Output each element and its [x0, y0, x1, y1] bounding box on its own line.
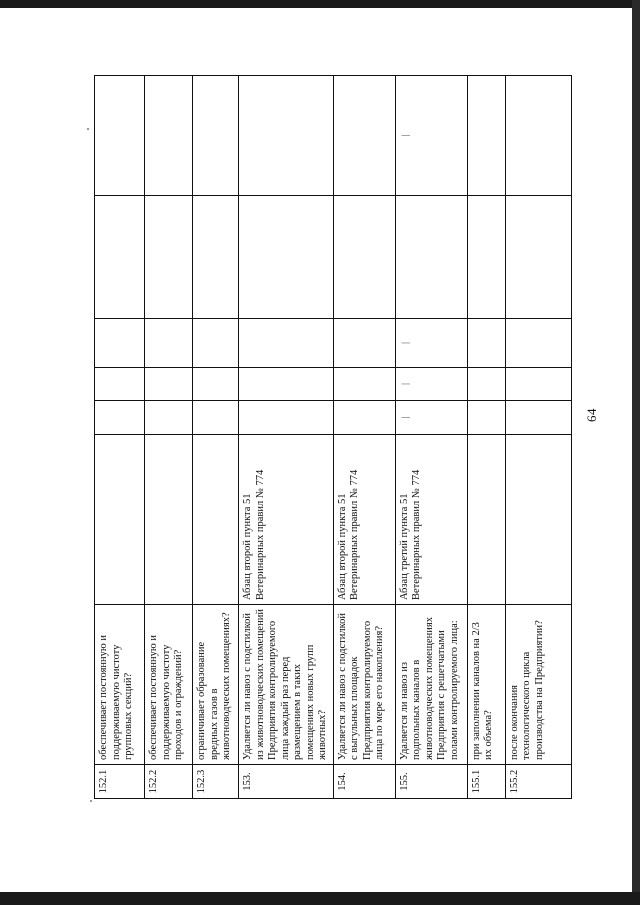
row-number: 152.2 — [145, 765, 193, 799]
table-row — [95, 76, 145, 799]
comment-cell[interactable] — [467, 196, 505, 319]
question-text: после окончания технологического цикла производства на Предприятии? — [505, 605, 571, 765]
note-cell[interactable] — [467, 76, 505, 196]
table-row — [505, 76, 571, 799]
answer-no-cell[interactable] — [239, 368, 334, 401]
note-cell[interactable] — [505, 76, 571, 196]
answer-no-cell[interactable]: | — [395, 368, 467, 401]
page-number: 64 — [584, 408, 599, 422]
scan-edge-right — [632, 0, 640, 905]
reference-text — [505, 435, 571, 605]
row-number: 155. — [395, 765, 467, 799]
scan-edge-bottom — [0, 892, 640, 905]
row-number: 155.2 — [505, 765, 571, 799]
checklist-table — [94, 75, 572, 799]
answer-na-cell[interactable] — [333, 319, 395, 368]
table-row — [333, 76, 395, 799]
answer-na-cell[interactable] — [239, 319, 334, 368]
answer-na-cell[interactable] — [95, 319, 145, 368]
comment-cell[interactable] — [505, 196, 571, 319]
reference-text: Абзац второй пункта 51 Ветеринарных правил № 774 — [239, 435, 334, 605]
reference-text — [145, 435, 193, 605]
question-text: ограничивает образование вредных газов в животноводческих помещениях? — [193, 605, 239, 765]
note-cell[interactable]: | — [395, 76, 467, 196]
scan-edge-top — [0, 0, 640, 8]
note-cell[interactable] — [333, 76, 395, 196]
row-number: 155.1 — [467, 765, 505, 799]
reference-text — [467, 435, 505, 605]
checklist-page — [94, 76, 570, 799]
question-text: Удаляется ли навоз с подстилкой с выгульных площадок Предприятия контролируемого лица по мере его накопления? — [333, 605, 395, 765]
answer-no-cell[interactable] — [145, 368, 193, 401]
question-text: Удаляется ли навоз с подстилкой из животноводческих помещений Предприятия контролируемого лица каждый раз перед размещением в таких помещениях новых групп животных? — [239, 605, 334, 765]
question-text: обеспечивает постоянную и поддерживаемую чистоту проходов и ограждений? — [145, 605, 193, 765]
reference-text — [193, 435, 239, 605]
answer-no-cell[interactable] — [193, 368, 239, 401]
question-text: при заполнении каналов на 2/3 их объема? — [467, 605, 505, 765]
comment-cell[interactable] — [239, 196, 334, 319]
answer-na-cell[interactable] — [193, 319, 239, 368]
scan-speck — [90, 800, 92, 802]
comment-cell[interactable] — [333, 196, 395, 319]
answer-na-cell[interactable] — [467, 319, 505, 368]
answer-yes-cell[interactable] — [467, 401, 505, 435]
answer-yes-cell[interactable] — [239, 401, 334, 435]
answer-na-cell[interactable] — [505, 319, 571, 368]
note-cell[interactable] — [95, 76, 145, 196]
table-row — [193, 76, 239, 799]
reference-text: Абзац второй пункта 51 Ветеринарных правил № 774 — [333, 435, 395, 605]
table-row — [395, 76, 467, 799]
comment-cell[interactable] — [395, 196, 467, 319]
table-row — [145, 76, 193, 799]
note-cell[interactable] — [193, 76, 239, 196]
answer-yes-cell[interactable]: | — [395, 401, 467, 435]
reference-text — [95, 435, 145, 605]
row-number: 153. — [239, 765, 334, 799]
table-row — [239, 76, 334, 799]
answer-na-cell[interactable]: | — [395, 319, 467, 368]
note-cell[interactable] — [145, 76, 193, 196]
note-cell[interactable] — [239, 76, 334, 196]
answer-na-cell[interactable] — [145, 319, 193, 368]
answer-yes-cell[interactable] — [505, 401, 571, 435]
answer-no-cell[interactable] — [333, 368, 395, 401]
question-text: Удаляется ли навоз из подпольных каналов в животноводческих помещениях Предприятия с решетчатыми полами контролируемого лица: — [395, 605, 467, 765]
row-number: 154. — [333, 765, 395, 799]
comment-cell[interactable] — [95, 196, 145, 319]
answer-yes-cell[interactable] — [95, 401, 145, 435]
answer-no-cell[interactable] — [505, 368, 571, 401]
row-number: 152.1 — [95, 765, 145, 799]
table-row — [467, 76, 505, 799]
comment-cell[interactable] — [193, 196, 239, 319]
answer-yes-cell[interactable] — [193, 401, 239, 435]
answer-no-cell[interactable] — [467, 368, 505, 401]
scan-speck — [87, 128, 89, 130]
answer-yes-cell[interactable] — [145, 401, 193, 435]
comment-cell[interactable] — [145, 196, 193, 319]
reference-text: Абзац третий пункта 51 Ветеринарных правил № 774 — [395, 435, 467, 605]
question-text: обеспечивает постоянную и поддерживаемую чистоту групповых секций? — [95, 605, 145, 765]
row-number: 152.3 — [193, 765, 239, 799]
answer-yes-cell[interactable] — [333, 401, 395, 435]
answer-no-cell[interactable] — [95, 368, 145, 401]
